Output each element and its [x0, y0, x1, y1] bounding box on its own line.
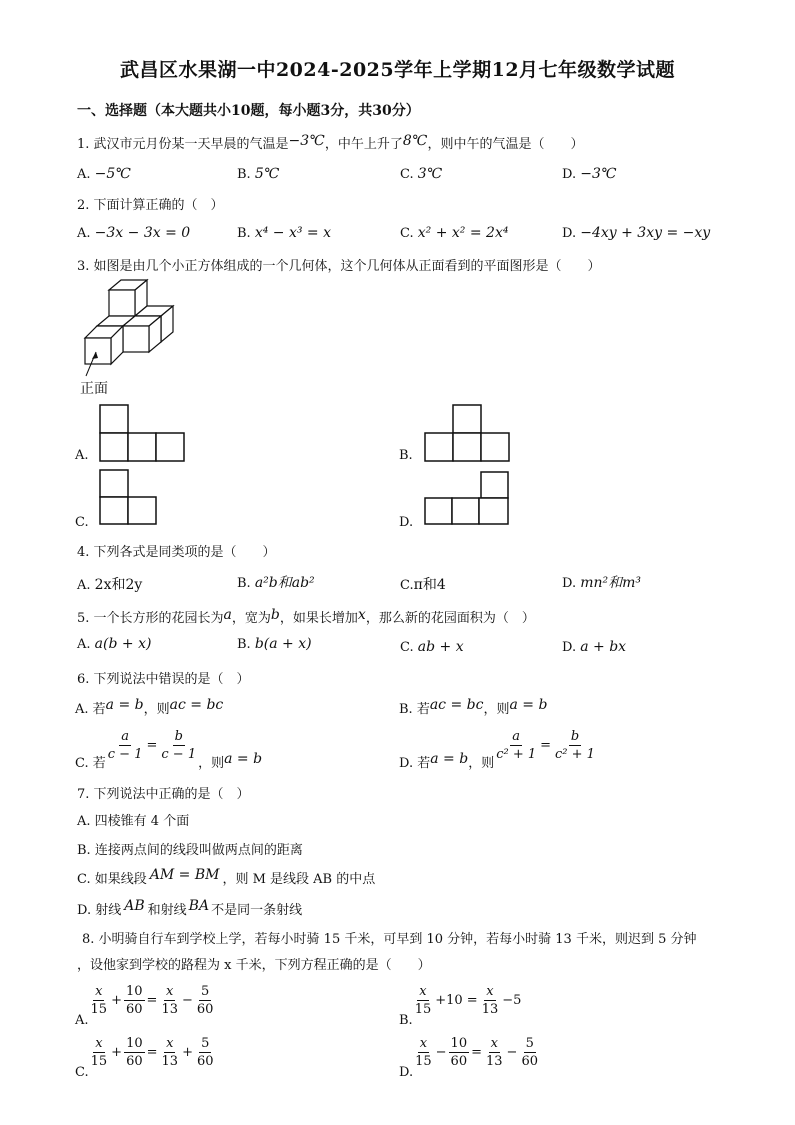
operator: + [111, 1045, 123, 1060]
equation [89, 984, 216, 1017]
option-label: D. [399, 1065, 414, 1080]
numerator: a [512, 729, 521, 744]
q5-text-b: ，宽为 [231, 611, 271, 626]
operator: + [182, 1045, 193, 1060]
q3-option-c-label[interactable]: C. [75, 515, 89, 530]
grid-square [452, 498, 479, 524]
option-label: D. 若 [399, 756, 431, 771]
q3-option-d-figure[interactable] [425, 472, 511, 526]
q3-option-b-label[interactable]: B. [399, 448, 413, 463]
q1-option-b[interactable] [237, 166, 279, 182]
q3-option-a-figure[interactable] [100, 403, 186, 461]
grid-square [100, 433, 128, 461]
option-label: A. [77, 226, 91, 241]
fraction [159, 983, 180, 1018]
option-text: 和射线 [147, 903, 187, 918]
numerator: 10 [450, 1036, 468, 1051]
grid-square [100, 497, 128, 524]
question-4-stem: 4. 下列各式是同类项的是（ ） [77, 545, 276, 560]
q5-text-d: ，那么新的花园面积为（ ） [365, 611, 535, 626]
option-value: −3x − 3x = 0 [94, 225, 191, 241]
q5-text-c: ，如果长增加 [279, 611, 358, 626]
option-value: b(a + x) [254, 636, 312, 652]
front-label: 正面 [80, 381, 108, 397]
operator: = [471, 1045, 482, 1060]
operator: − [181, 993, 193, 1008]
option-label: D. [562, 226, 577, 241]
q6-option-b[interactable] [399, 698, 547, 717]
equation [413, 1036, 540, 1069]
numerator: 10 [126, 1036, 143, 1051]
denominator: 15 [414, 1002, 432, 1017]
option-result: a = b [509, 697, 548, 713]
grid-square [100, 405, 128, 433]
fraction [413, 983, 434, 1018]
fraction [195, 983, 216, 1018]
option-text: ，则 [143, 702, 170, 717]
question-8-stem-line2: ，设他家到学校的路程为 x 千米，下列方程正确的是（ ） [77, 958, 431, 973]
q3-option-c-figure[interactable] [100, 470, 158, 526]
option-text: ，则 [483, 702, 510, 717]
grid-square [425, 498, 452, 524]
section-heading: 一、选择题（本大题共小10题，每小题3分，共30分） [77, 103, 420, 119]
option-math: AM = BM [149, 867, 220, 883]
equals-sign: = [146, 738, 158, 753]
fraction [494, 728, 538, 763]
cube-front [109, 290, 135, 316]
q6-option-d[interactable] [399, 728, 597, 771]
numerator: a [121, 729, 129, 744]
cube-front [123, 326, 149, 352]
option-label: D. [562, 640, 577, 655]
equals-sign: = [540, 738, 552, 753]
numerator: 10 [125, 984, 143, 999]
option-condition: ac = bc [429, 697, 484, 713]
operator: − [506, 1045, 518, 1060]
numerator: x [419, 1036, 428, 1051]
option-label: C. [400, 578, 414, 593]
q3-option-d-label[interactable]: D. [399, 515, 414, 530]
q5-option-a[interactable] [77, 636, 151, 652]
q5-text-a: 5. 一个长方形的花园长为 [77, 611, 224, 626]
numerator: b [570, 729, 580, 744]
operator: −5 [502, 993, 522, 1008]
denominator: 60 [196, 1054, 214, 1069]
q5-option-d[interactable] [562, 639, 626, 655]
grid-square [453, 433, 481, 461]
option-label: C. 若 [75, 756, 106, 771]
q5-option-c[interactable] [400, 639, 464, 655]
operator: +10 = [435, 993, 478, 1008]
option-text: ，则 M 是线段 AB 的中点 [222, 872, 376, 887]
q4-option-c[interactable] [400, 574, 446, 594]
numerator: x [486, 984, 494, 999]
option-value: mn²和m³ [580, 575, 642, 591]
option-value: −3℃ [580, 166, 617, 182]
option-text: C. 如果线段 [77, 872, 147, 887]
question-2-stem: 2. 下面计算正确的（ ） [77, 198, 224, 213]
grid-square [453, 405, 481, 433]
fraction [484, 1035, 505, 1070]
equation [413, 984, 524, 1017]
question-8-stem-line1: 8. 小明骑自行车到学校上学，若每小时骑 15 千米，可早到 10 分钟，若每小时骑 13 千米，则迟到 5 分钟 [82, 932, 697, 947]
q1-initial-temp: −3℃ [288, 133, 325, 149]
q2-option-d[interactable] [562, 225, 710, 241]
option-math: BA [188, 898, 210, 914]
q1-option-d[interactable] [562, 166, 617, 182]
q1-option-a[interactable] [77, 166, 131, 182]
option-label: A. 若 [75, 702, 106, 717]
equation [89, 1036, 216, 1069]
option-label: B. [237, 167, 251, 182]
denominator: c − 1 [107, 747, 143, 762]
numerator: 5 [201, 984, 210, 999]
q6-option-a[interactable] [75, 698, 223, 717]
denominator: 60 [521, 1054, 538, 1069]
numerator: x [166, 1036, 174, 1051]
option-label: C. [400, 226, 414, 241]
denominator: 60 [196, 1002, 214, 1017]
q5-var-b: b [270, 607, 280, 623]
q4-option-d[interactable] [562, 572, 641, 592]
option-condition: a = b [430, 751, 469, 767]
grid-square [128, 497, 156, 524]
grid-square [481, 433, 509, 461]
denominator: c² + 1 [555, 747, 595, 762]
fraction [124, 1035, 145, 1070]
fraction [89, 1035, 110, 1070]
option-label: C. [75, 1065, 89, 1080]
grid-square [425, 433, 453, 461]
question-3-stem: 3. 如图是由几个小正方体组成的一个几何体，这个几何体从正面看到的平面图形是（ ） [77, 259, 601, 274]
fraction [449, 1035, 470, 1070]
q7-option-d[interactable] [77, 899, 302, 918]
option-label: C. [400, 167, 414, 182]
denominator: 15 [90, 1002, 108, 1017]
option-label: A. [75, 1013, 89, 1028]
option-value: −5℃ [94, 166, 131, 182]
option-value: x⁴ − x³ = x [254, 225, 332, 241]
numerator: x [166, 984, 174, 999]
option-text: ，则 [198, 756, 225, 771]
q8-option-d[interactable] [399, 1035, 540, 1080]
q1-text-c: ，则中午的气温是（ ） [427, 137, 584, 152]
option-value: a + bx [580, 639, 627, 655]
question-5-stem [77, 607, 535, 626]
option-result: ac = bc [169, 697, 224, 713]
fraction [553, 728, 597, 763]
question-6-stem: 6. 下列说法中错误的是（ ） [77, 672, 250, 687]
option-text: ，则 [468, 756, 495, 771]
q1-text-a: 1. 武汉市元月份某一天早晨的气温是 [77, 137, 289, 152]
numerator: 5 [525, 1036, 534, 1051]
q2-option-a[interactable] [77, 225, 190, 241]
option-condition: a = b [105, 697, 144, 713]
q4-option-b[interactable] [237, 572, 315, 592]
q1-option-c[interactable] [400, 166, 442, 182]
option-value: x² + x² = 2x⁴ [417, 225, 509, 241]
grid-square [156, 433, 184, 461]
option-value: 5℃ [254, 166, 280, 182]
q7-option-a[interactable]: A. 四棱锥有 4 个面 [77, 814, 190, 829]
option-label: A. [77, 578, 91, 593]
q5-option-b[interactable] [237, 636, 312, 652]
option-label: C. [400, 640, 414, 655]
q5-var-x: x [357, 607, 366, 623]
numerator: x [419, 984, 427, 999]
question-1-stem [77, 133, 583, 152]
option-math: AB [124, 898, 145, 914]
fraction [519, 1035, 540, 1070]
q6-option-c[interactable] [75, 728, 262, 771]
q8-option-c[interactable] [75, 1035, 216, 1080]
grid-square [128, 433, 156, 461]
option-label: B. [399, 1013, 413, 1028]
option-value: a(b + x) [94, 636, 152, 652]
fraction [413, 1035, 434, 1070]
denominator: 13 [161, 1002, 178, 1017]
numerator: b [174, 729, 183, 744]
denominator: 15 [415, 1054, 432, 1069]
option-label: A. [77, 167, 91, 182]
option-text: D. 射线 [77, 903, 122, 918]
q1-text-b: ，中午上升了 [324, 137, 403, 152]
denominator: 13 [481, 1002, 499, 1017]
q4-option-a[interactable] [77, 574, 142, 594]
q8-option-b[interactable] [399, 983, 523, 1028]
numerator: x [95, 1036, 103, 1051]
fraction [160, 1035, 181, 1070]
fraction [124, 983, 145, 1018]
option-result: a = b [224, 751, 263, 767]
option-label: B. [237, 226, 251, 241]
q1-rise-temp: 8℃ [402, 133, 428, 149]
operator: − [435, 1045, 447, 1060]
option-value: 2x和2y [94, 577, 143, 593]
operator: = [146, 1045, 158, 1060]
fraction [195, 1035, 216, 1070]
denominator: 60 [126, 1054, 143, 1069]
option-label: B. [237, 576, 251, 591]
q3-option-b-figure[interactable] [425, 403, 511, 461]
q3-option-a-label[interactable]: A. [75, 448, 89, 463]
q7-option-c[interactable] [77, 868, 375, 887]
denominator: 15 [90, 1054, 108, 1069]
option-label: D. [562, 576, 577, 591]
option-label: B. [237, 637, 251, 652]
numerator: x [95, 984, 103, 999]
option-label: D. [562, 167, 577, 182]
operator: + [111, 993, 122, 1008]
numerator: x [490, 1036, 498, 1051]
option-value: 3℃ [417, 166, 443, 182]
grid-square [100, 470, 128, 497]
operator: = [146, 993, 158, 1008]
numerator: 5 [201, 1036, 210, 1051]
denominator: 13 [161, 1054, 179, 1069]
option-value: −4xy + 3xy = −xy [580, 225, 711, 241]
denominator: c² + 1 [496, 747, 537, 762]
option-value: a²b和ab² [254, 575, 315, 591]
cube-front [85, 338, 111, 364]
option-label: A. [77, 637, 91, 652]
q7-option-b[interactable]: B. 连接两点间的线段叫做两点间的距离 [77, 843, 303, 858]
option-label: B. 若 [399, 702, 430, 717]
page-title: 武昌区水果湖一中2024-2025学年上学期12月七年级数学试题 [119, 59, 676, 81]
fraction [159, 728, 198, 763]
grid-square [481, 472, 508, 498]
fraction [480, 983, 501, 1018]
denominator: 60 [450, 1054, 468, 1069]
q8-option-a[interactable] [75, 983, 215, 1028]
fraction [106, 728, 145, 763]
denominator: 13 [486, 1054, 503, 1069]
q2-option-c[interactable] [400, 225, 508, 241]
denominator: c − 1 [161, 747, 197, 762]
q5-var-a: a [223, 607, 232, 623]
grid-square [479, 498, 508, 524]
cube-figure [78, 278, 188, 378]
fraction [89, 983, 110, 1018]
q2-option-b[interactable] [237, 225, 331, 241]
option-value: ab + x [417, 639, 464, 655]
question-7-stem: 7. 下列说法中正确的是（ ） [77, 787, 250, 802]
option-value: π和4 [413, 577, 446, 593]
denominator: 60 [125, 1002, 143, 1017]
option-text: 不是同一条射线 [211, 903, 303, 918]
